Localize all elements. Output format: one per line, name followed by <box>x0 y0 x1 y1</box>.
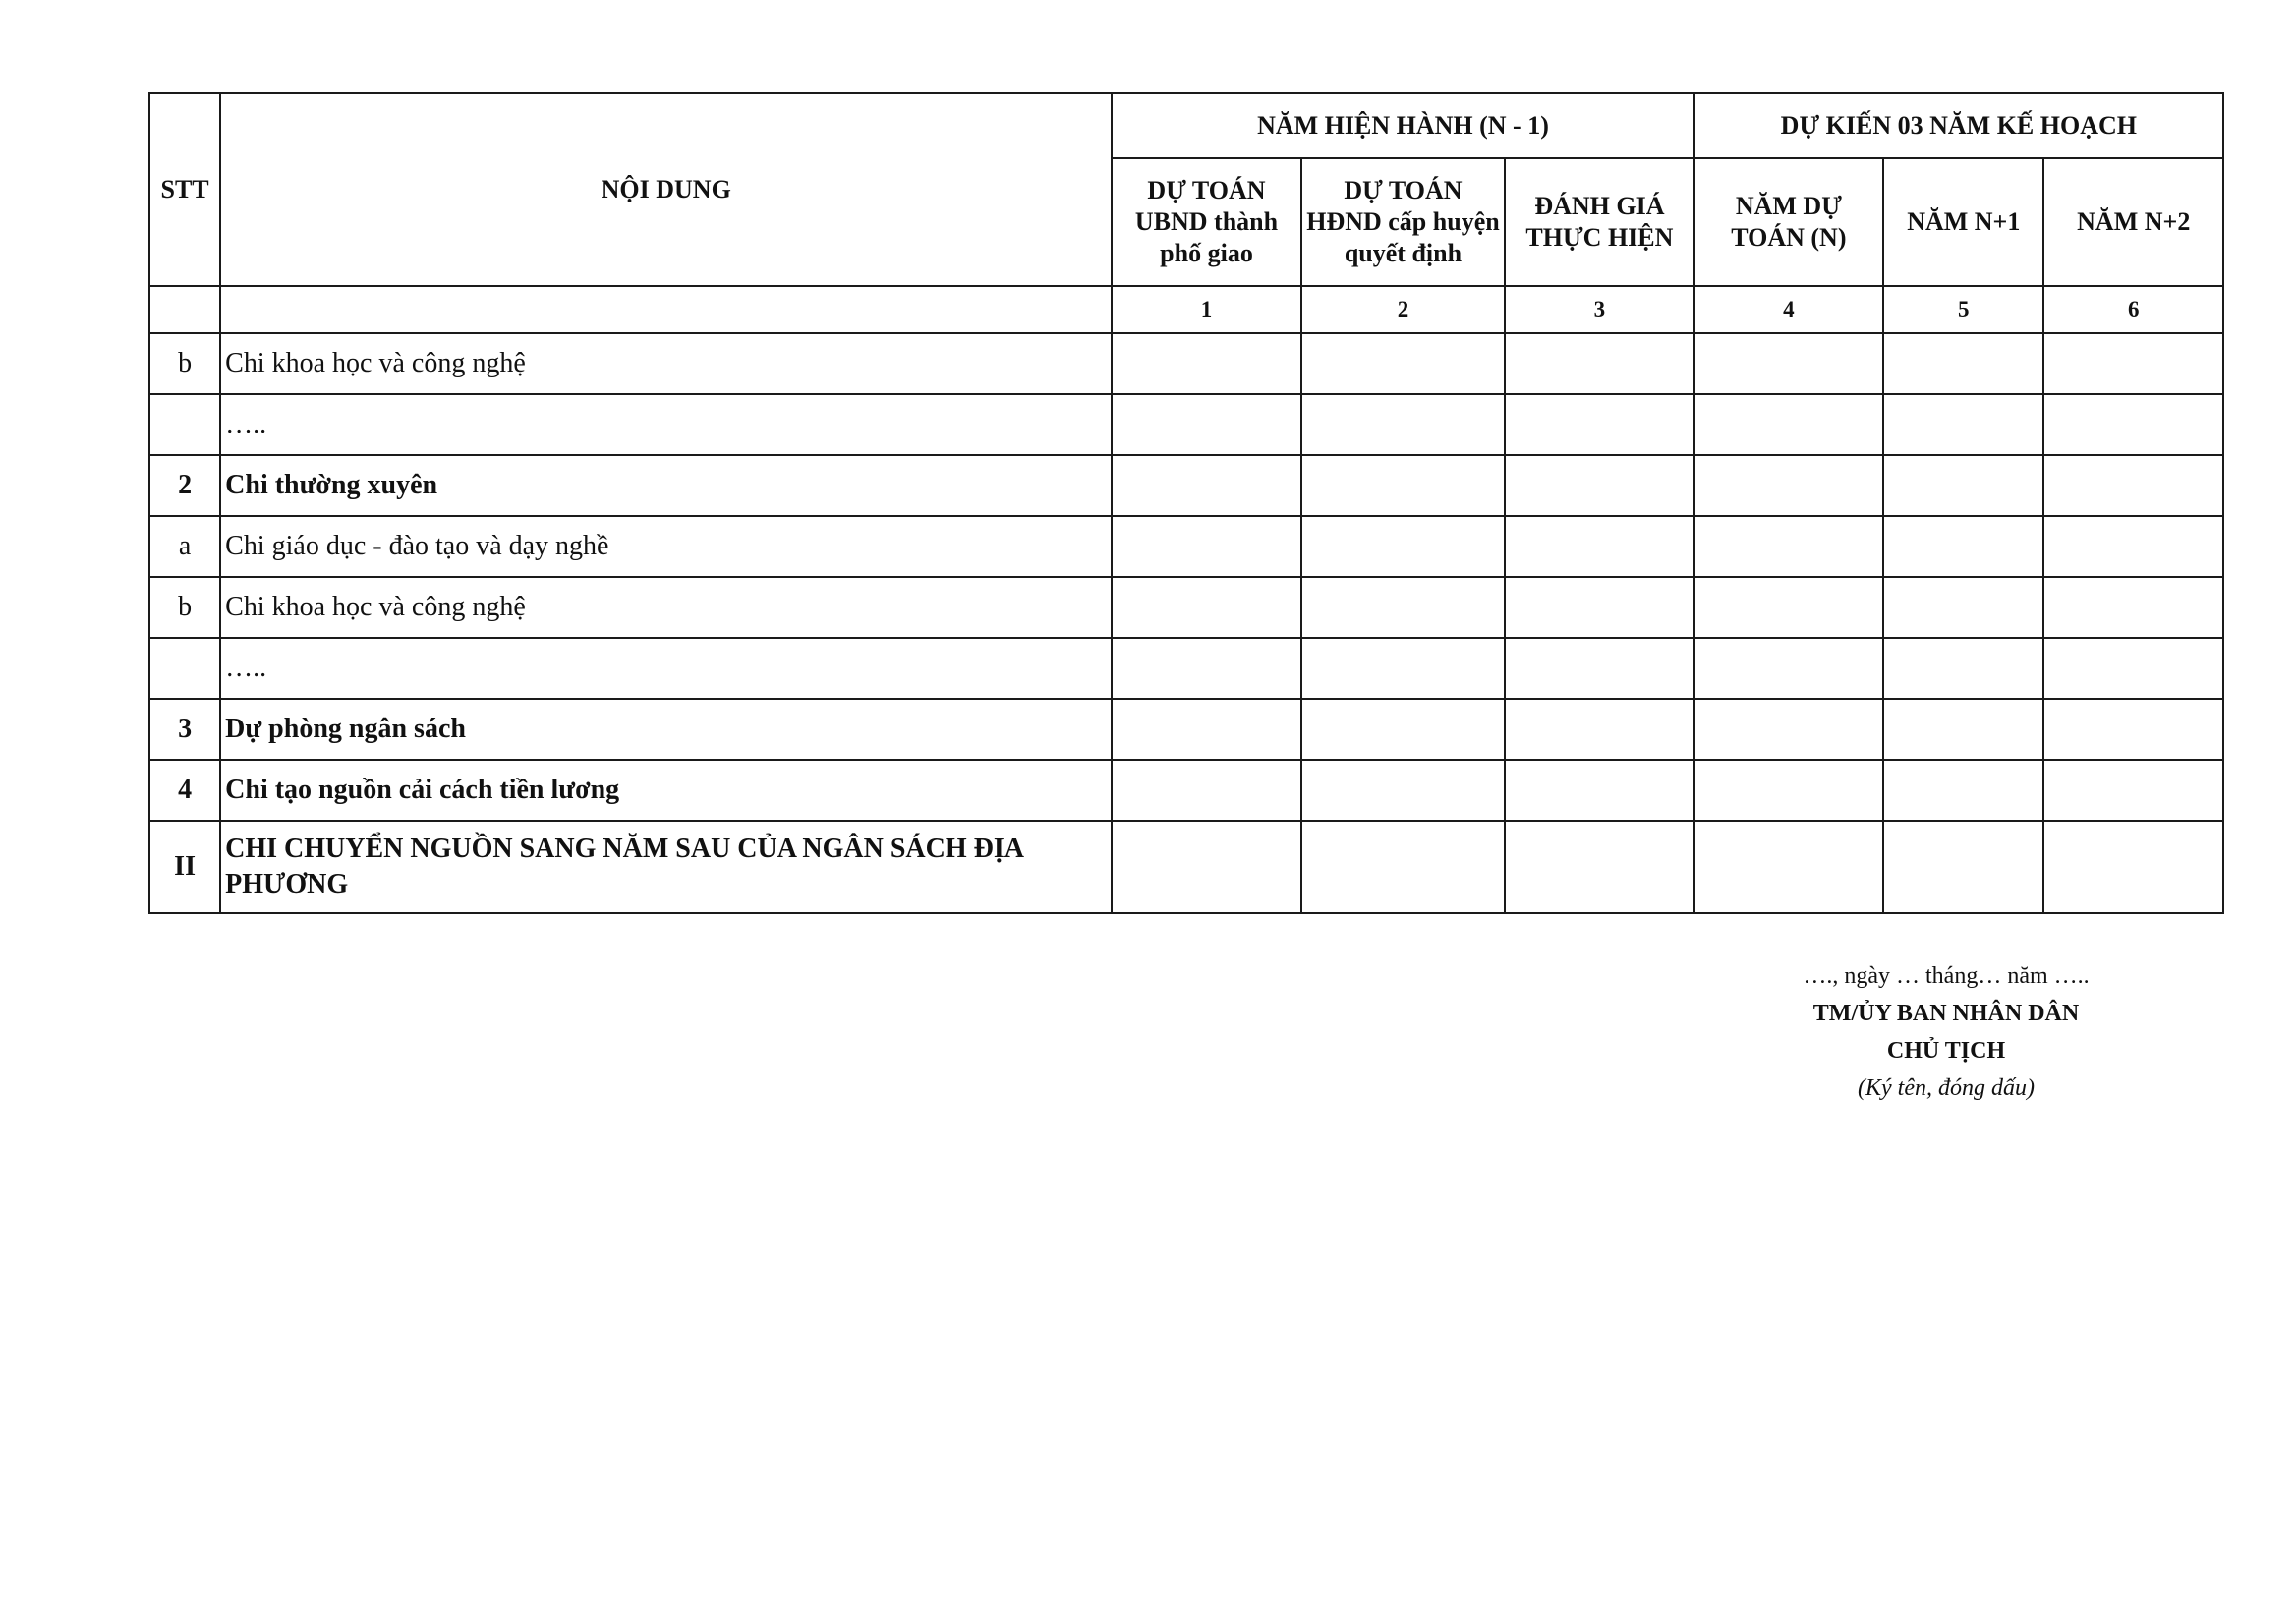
signature-block <box>1750 957 2143 1107</box>
row-content: ….. <box>220 394 1112 455</box>
table-row <box>149 638 2223 699</box>
header-col4: NĂM DỰ TOÁN (N) <box>1694 158 1883 286</box>
table-row <box>149 699 2223 760</box>
column-number-row <box>149 286 2223 333</box>
table-row <box>149 516 2223 577</box>
row-content: Chi tạo nguồn cải cách tiền lương <box>220 760 1112 821</box>
column-number: 4 <box>1694 286 1883 333</box>
table-row <box>149 760 2223 821</box>
table-row <box>149 455 2223 516</box>
table-row <box>149 394 2223 455</box>
header-content: NỘI DUNG <box>220 93 1112 286</box>
table-row <box>149 333 2223 394</box>
row-content: Chi khoa học và công nghệ <box>220 333 1112 394</box>
header-col6: NĂM N+2 <box>2043 158 2223 286</box>
signature-org: TM/ỦY BAN NHÂN DÂN <box>1812 1001 2080 1026</box>
row-content: ….. <box>220 638 1112 699</box>
row-stt: II <box>149 821 220 913</box>
row-stt: b <box>149 333 220 394</box>
row-content: Chi khoa học và công nghệ <box>220 577 1112 638</box>
budget-table <box>148 92 2224 914</box>
row-stt <box>149 394 220 455</box>
row-content: CHI CHUYỂN NGUỒN SANG NĂM SAU CỦA NGÂN SÁCH ĐỊA PHƯƠNG <box>220 821 1112 913</box>
signature-date-line: …., ngày … tháng… năm ….. <box>1803 963 2090 989</box>
column-number: 6 <box>2043 286 2223 333</box>
row-content: Chi giáo dục - đào tạo và dạy nghề <box>220 516 1112 577</box>
header-col3: ĐÁNH GIÁ THỰC HIỆN <box>1505 158 1693 286</box>
column-number: 5 <box>1883 286 2043 333</box>
row-stt: 3 <box>149 699 220 760</box>
signature-note: (Ký tên, đóng dấu) <box>1858 1075 2035 1101</box>
row-stt: b <box>149 577 220 638</box>
column-number: 2 <box>1301 286 1505 333</box>
row-stt: a <box>149 516 220 577</box>
header-col2: DỰ TOÁN HĐND cấp huyện quyết định <box>1301 158 1505 286</box>
table-row <box>149 577 2223 638</box>
header-col1: DỰ TOÁN UBND thành phố giao <box>1112 158 1300 286</box>
column-number: 1 <box>1112 286 1300 333</box>
row-content: Dự phòng ngân sách <box>220 699 1112 760</box>
header-group-current-year: NĂM HIỆN HÀNH (N - 1) <box>1112 93 1693 158</box>
row-stt: 4 <box>149 760 220 821</box>
column-number: 3 <box>1505 286 1693 333</box>
row-stt <box>149 638 220 699</box>
signature-title: CHỦ TỊCH <box>1886 1038 2006 1064</box>
row-stt: 2 <box>149 455 220 516</box>
header-group-plan-years: DỰ KIẾN 03 NĂM KẾ HOẠCH <box>1694 93 2223 158</box>
header-stt: STT <box>149 93 220 286</box>
row-content: Chi thường xuyên <box>220 455 1112 516</box>
table-row <box>149 821 2223 913</box>
header-col5: NĂM N+1 <box>1883 158 2043 286</box>
